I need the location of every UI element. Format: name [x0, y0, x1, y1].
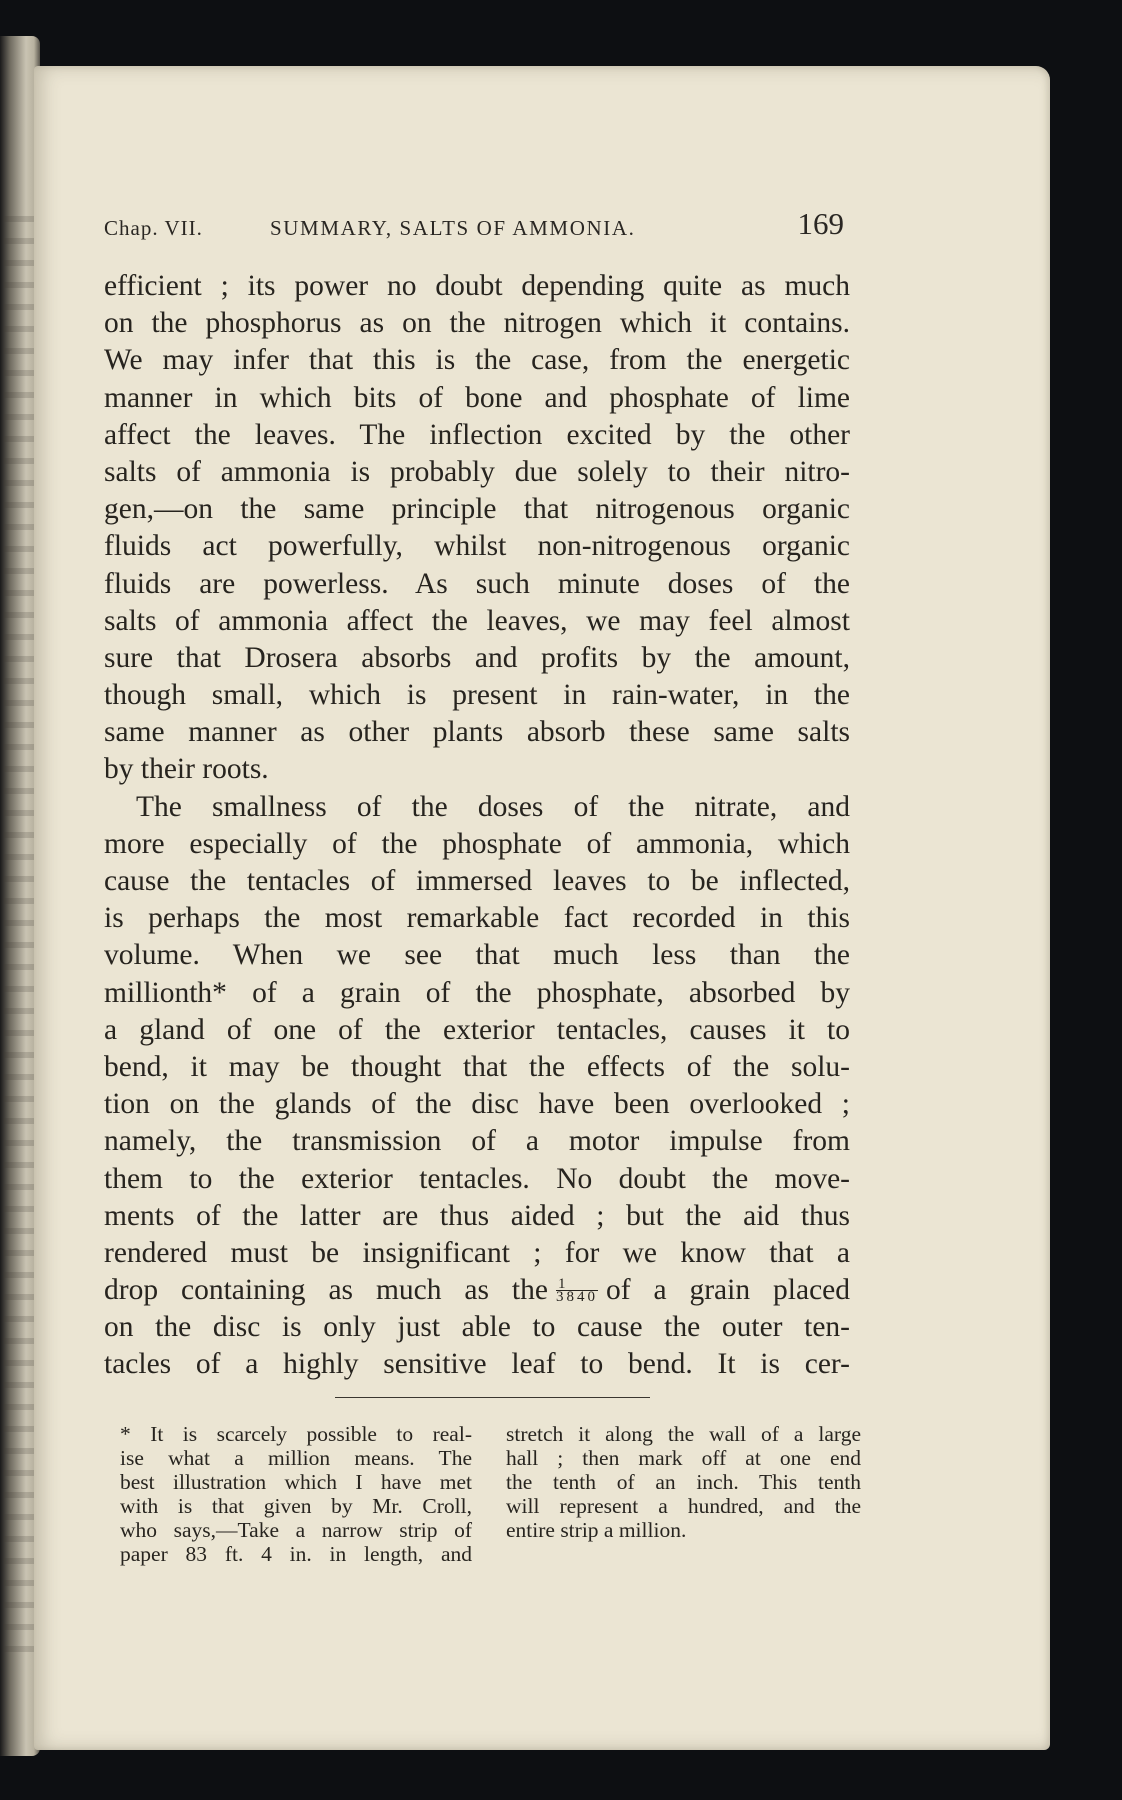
footnote-line: paper 83 ft. 4 in. in length, and — [120, 1542, 472, 1566]
running-title: SUMMARY, SALTS OF AMMONIA. — [270, 216, 636, 240]
fraction-denominator: 3840 — [555, 1289, 598, 1306]
fraction-numerator: 1 — [556, 1278, 598, 1291]
text-line: affect the leaves. The inflection excited by the other — [104, 418, 850, 451]
text-line: salts of ammonia is probably due solely to their nitro- — [104, 455, 850, 488]
text-line: cause the tentacles of immersed leaves to be inflected, — [104, 865, 850, 897]
text-line: though small, which is present in rain-water, in the — [104, 679, 850, 712]
text-line: tacles of a highly sensitive leaf to bend. It is cer- — [104, 1348, 850, 1381]
footnote-line: who says,—Take a narrow strip of — [120, 1518, 472, 1542]
chapter-label: Chap. VII. — [104, 216, 203, 240]
text-line: We may infer that this is the case, from the energetic — [104, 344, 850, 377]
text-line: millionth* of a grain of the phosphate, absorbed by — [104, 976, 850, 1009]
text-line: on the disc is only just able to cause the outer ten- — [104, 1311, 850, 1344]
footnote-divider — [335, 1397, 650, 1398]
footnote-line: stretch it along the wall of a large — [506, 1422, 861, 1446]
text-fragment: drop containing as much as the — [104, 1274, 548, 1307]
text-line: fluids are powerless. As such minute doses of the — [104, 567, 850, 600]
text-line: bend, it may be thought that the effects of the solu- — [104, 1050, 850, 1083]
footnote-line: best illustration which I have met — [120, 1470, 472, 1494]
text-line: salts of ammonia affect the leaves, we may feel almost — [104, 604, 850, 637]
footnote-line: entire strip a million. — [506, 1518, 687, 1542]
text-fragment: of a grain placed — [605, 1274, 851, 1307]
footnote-line: will represent a hundred, and the — [506, 1494, 861, 1518]
text-line: a gland of one of the exterior tentacles, causes it to — [104, 1013, 850, 1046]
paragraph-start-line: The smallness of the doses of the nitrate, and — [136, 790, 850, 823]
text-line: on the phosphorus as on the nitrogen which it contains. — [104, 307, 850, 340]
body-text — [104, 268, 850, 1384]
fraction — [555, 1276, 598, 1306]
footnote-line: the tenth of an inch. This tenth — [506, 1470, 861, 1494]
text-line: tion on the glands of the disc have been overlooked ; — [104, 1088, 850, 1121]
footnote-left-column — [120, 1422, 472, 1566]
text-line: efficient ; its power no doubt depending quite as much — [104, 270, 850, 302]
text-line: fluids act powerfully, whilst non-nitrogenous organic — [104, 530, 850, 563]
text-line: gen,—on the same principle that nitrogenous organic — [104, 493, 850, 526]
text-line: rendered must be insignificant ; for we know that a — [104, 1236, 850, 1269]
footnote-line: * It is scarcely possible to real- — [120, 1422, 472, 1446]
text-line: ments of the latter are thus aided ; but the aid thus — [104, 1199, 850, 1232]
previous-page-edge — [4, 216, 34, 1666]
page-number: 169 — [797, 206, 844, 241]
footnote-line: hall ; then mark off at one end — [506, 1446, 861, 1470]
page-header — [104, 206, 844, 250]
text-line: by their roots. — [104, 753, 269, 786]
text-line: volume. When we see that much less than the — [104, 939, 850, 972]
text-line: namely, the transmission of a motor impulse from — [104, 1125, 850, 1158]
text-line: them to the exterior tentacles. No doubt the move- — [104, 1162, 850, 1195]
footnote-line: ise what a million means. The — [120, 1446, 472, 1470]
text-line: more especially of the phosphate of ammonia, which — [104, 827, 850, 860]
text-line-with-fraction — [104, 1272, 850, 1309]
footnote-line: with is that given by Mr. Croll, — [120, 1494, 472, 1518]
text-line: manner in which bits of bone and phosphate of lime — [104, 381, 850, 414]
text-line: same manner as other plants absorb these same salts — [104, 716, 850, 749]
text-line: is perhaps the most remarkable fact recorded in this — [104, 902, 850, 935]
footnote-right-column — [506, 1422, 861, 1542]
text-line: sure that Drosera absorbs and profits by the amount, — [104, 641, 850, 674]
